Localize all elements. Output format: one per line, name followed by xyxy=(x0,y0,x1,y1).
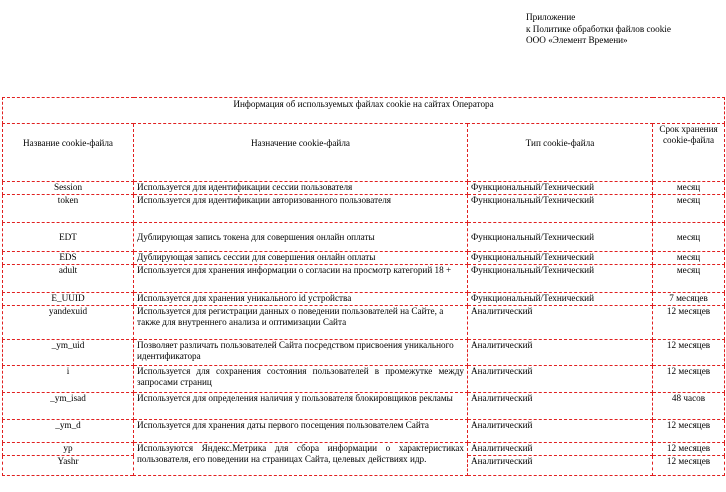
cookie-type: Функциональный/Технический xyxy=(468,265,653,293)
table-row xyxy=(3,293,725,306)
cookie-name: E_UUID xyxy=(3,293,134,306)
table-row xyxy=(3,393,725,420)
cookie-type: Аналитический xyxy=(468,306,653,340)
column-header-purpose: Назначение cookie-файла xyxy=(134,124,468,182)
table-row xyxy=(3,265,725,293)
cookie-term: 12 месяцев xyxy=(653,456,725,476)
cookie-purpose: Используется для хранения даты первого посещения пользователем Сайта xyxy=(134,420,468,443)
cookie-purpose: Используется для идентификации сессии пользователя xyxy=(134,182,468,195)
table-row xyxy=(3,195,725,223)
cookie-type: Аналитический xyxy=(468,340,653,366)
cookie-type: Аналитический xyxy=(468,393,653,420)
cookie-name: EDT xyxy=(3,223,134,252)
cookie-purpose: Используется для хранения информации о согласии на просмотр категорий 18 + xyxy=(134,265,468,293)
cookie-purpose: Используется для регистрации данных о поведении пользователей на Сайте, а также для внутреннего анализа и оптимизации Сайта xyxy=(134,306,468,340)
cookie-name: i xyxy=(3,366,134,393)
cookie-term: месяц xyxy=(653,265,725,293)
cookie-name: adult xyxy=(3,265,134,293)
cookie-term: 12 месяцев xyxy=(653,443,725,456)
cookie-type: Аналитический xyxy=(468,443,653,456)
table-row xyxy=(3,306,725,340)
cookie-term: 12 месяцев xyxy=(653,340,725,366)
cookie-name: _ym_d xyxy=(3,420,134,443)
cookie-term: месяц xyxy=(653,252,725,265)
cookie-type: Аналитический xyxy=(468,420,653,443)
cookie-purpose: Используется для хранения уникального id устройства xyxy=(134,293,468,306)
cookie-term: месяц xyxy=(653,195,725,223)
cookie-name: Session xyxy=(3,182,134,195)
cookie-purpose: Позволяет различать пользователей Сайта посредством присвоения уникального идентификатора xyxy=(134,340,468,366)
cookie-type: Аналитический xyxy=(468,366,653,393)
table-row xyxy=(3,340,725,366)
cookie-type: Функциональный/Технический xyxy=(468,223,653,252)
cookie-purpose: Используются Яндекс.Метрика для сбора информации о характеристиках пользователя, его поведении на страницах Сайта, целевых действиях идр. xyxy=(134,443,468,476)
cookie-name: _ym_uid xyxy=(3,340,134,366)
cookie-name: token xyxy=(3,195,134,223)
cookie-purpose: Дублирующая запись сессии для совершения онлайн оплаты xyxy=(134,252,468,265)
cookie-term: 12 месяцев xyxy=(653,420,725,443)
appendix-line-1: Приложение xyxy=(526,12,576,22)
cookie-name: yandexuid xyxy=(3,306,134,340)
appendix-line-3: ООО «Элемент Времени» xyxy=(526,35,628,46)
cookie-name: EDS xyxy=(3,252,134,265)
cookie-purpose: Дублирующая запись токена для совершения онлайн оплаты xyxy=(134,223,468,252)
cookie-term: 12 месяцев xyxy=(653,366,725,393)
table-caption: Информация об используемых файлах cookie на сайтах Оператора xyxy=(3,98,725,124)
column-header-name: Название cookie-файла xyxy=(3,124,134,182)
cookie-purpose: Используется для сохранения состояния пользователей в промежутке между запросами страниц xyxy=(134,366,468,393)
cookie-type: Функциональный/Технический xyxy=(468,195,653,223)
table-caption-row xyxy=(3,98,725,124)
cookie-term: месяц xyxy=(653,223,725,252)
cookie-purpose: Используется для идентификации авторизованного пользователя xyxy=(134,195,468,223)
cookie-type: Аналитический xyxy=(468,456,653,476)
column-header-type: Тип cookie-файла xyxy=(468,124,653,182)
appendix-header xyxy=(526,12,671,47)
cookie-type: Функциональный/Технический xyxy=(468,182,653,195)
cookie-term: 12 месяцев xyxy=(653,306,725,340)
table-row xyxy=(3,420,725,443)
table-header-row xyxy=(3,124,725,182)
cookie-type: Функциональный/Технический xyxy=(468,252,653,265)
table-row xyxy=(3,223,725,252)
appendix-line-2: к Политике обработки файлов cookie xyxy=(526,23,671,34)
column-header-term: Срок хранения cookie-файла xyxy=(653,124,725,182)
cookie-term: 48 часов xyxy=(653,393,725,420)
cookie-name: _ym_isad xyxy=(3,393,134,420)
table-row xyxy=(3,252,725,265)
table-row xyxy=(3,366,725,393)
cookie-name: yp xyxy=(3,443,134,456)
cookie-table xyxy=(2,97,725,476)
cookie-term: 7 месяцев xyxy=(653,293,725,306)
cookie-purpose: Используется для определения наличия у пользователя блокировщиков рекламы xyxy=(134,393,468,420)
cookie-type: Функциональный/Технический xyxy=(468,293,653,306)
cookie-term: месяц xyxy=(653,182,725,195)
table-row xyxy=(3,182,725,195)
table-row xyxy=(3,443,725,456)
cookie-name: Yashr xyxy=(3,456,134,476)
